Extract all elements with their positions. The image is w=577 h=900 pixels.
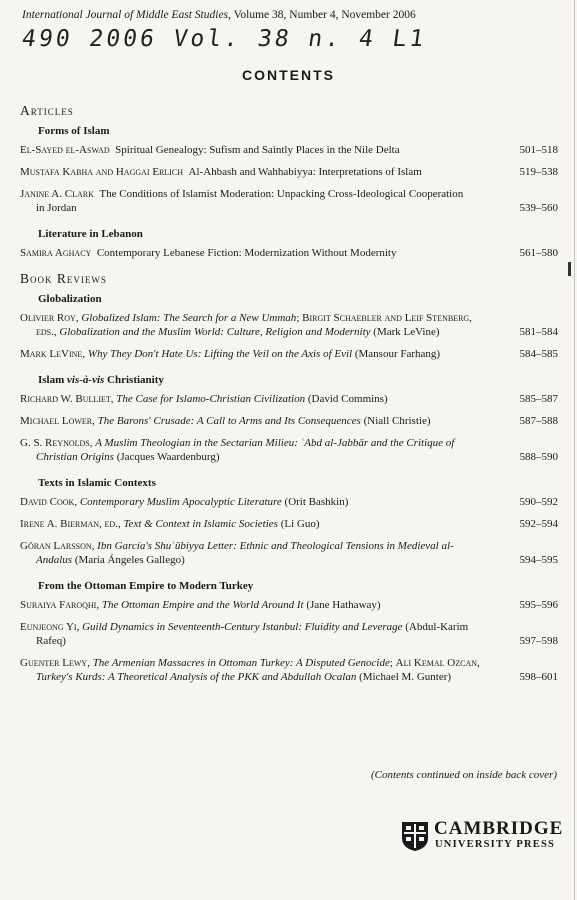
table-of-contents bbox=[20, 104, 560, 692]
reviewer: (Mark LeVine) bbox=[370, 326, 440, 338]
entry-pages: 590–592 bbox=[519, 496, 558, 508]
reviewer: (Niall Christie) bbox=[360, 415, 431, 427]
subsection-heading: Globalization bbox=[38, 293, 102, 305]
review-entry[interactable] bbox=[20, 539, 560, 567]
book-title: Why They Don't Hate Us: Lifting the Veil on the Axis of Evil bbox=[87, 348, 353, 360]
publisher-logo bbox=[400, 818, 564, 852]
handwritten-note: 490 2006 Vol. 38 n. 4 L1 bbox=[20, 26, 429, 52]
toc-entry[interactable] bbox=[20, 165, 560, 179]
review-author: Michael Lower bbox=[20, 415, 93, 427]
entry-author: El-Sayed el-Aswad bbox=[20, 144, 110, 156]
book-title: The Armenian Massacres in Ottoman Turkey: A Disputed Genocide bbox=[92, 657, 390, 669]
publisher-name: CAMBRIDGE bbox=[434, 818, 564, 839]
review-author: Suraiya Faroqhi bbox=[20, 599, 97, 611]
reviewer: (Michael M. Gunter) bbox=[356, 671, 452, 683]
toc-entry[interactable] bbox=[20, 187, 560, 215]
subsection-heading-text: Islam bbox=[38, 374, 68, 386]
separator: , bbox=[87, 657, 93, 669]
entry-title: Al-Ahbash and Wahhabiyya: Interpretations of Islam bbox=[188, 166, 422, 178]
entry-title-continued: in Jordan bbox=[36, 202, 77, 214]
book-title: Globalized Islam: The Search for a New Ummah bbox=[81, 312, 297, 324]
separator: , bbox=[117, 518, 124, 530]
review-author: Olivier Roy bbox=[20, 312, 76, 324]
reviewer: (Li Guo) bbox=[277, 518, 320, 530]
crest-icon bbox=[400, 820, 430, 852]
journal-issue: , Volume 38, Number 4, November 2006 bbox=[228, 9, 416, 21]
separator: , bbox=[82, 348, 88, 360]
review-entry[interactable] bbox=[20, 517, 560, 531]
reviewer: (Jacques Waardenburg) bbox=[113, 451, 220, 463]
separator: , bbox=[477, 657, 480, 669]
review-entry[interactable] bbox=[20, 414, 560, 428]
book-title: Ibn García's Shuʿūbiyya Letter: Ethnic and Theological Tensions in Medieval al-Andalus bbox=[36, 540, 454, 566]
entry-pages: 501–518 bbox=[519, 144, 558, 156]
entry-pages: 595–596 bbox=[519, 599, 558, 611]
entry-title: Contemporary Lebanese Fiction: Modernization Without Modernity bbox=[96, 247, 397, 259]
review-author: Ali Kemal Ozcan bbox=[395, 657, 477, 669]
journal-citation bbox=[22, 9, 416, 21]
entry-pages: 594–595 bbox=[519, 554, 558, 566]
entry-author: Mustafa Kabha and Haggai Erlich bbox=[20, 166, 184, 178]
section-heading-articles: Articles bbox=[20, 103, 74, 118]
entry-pages: 597–598 bbox=[519, 635, 558, 647]
book-title: A Muslim Theologian in the Sectarian Milieu: ʿAbd al-Jabbār and the Critique of Christian Origins bbox=[36, 437, 455, 463]
book-title: Guild Dynamics in Seventeenth-Century Istanbul: Fluidity and Leverage bbox=[82, 621, 403, 633]
entry-pages: 581–584 bbox=[519, 326, 558, 338]
review-entry[interactable] bbox=[20, 392, 560, 406]
reviewer: (Jane Hathaway) bbox=[303, 599, 381, 611]
review-entry[interactable] bbox=[20, 598, 560, 612]
review-author: Mark LeVine bbox=[20, 348, 83, 360]
review-entry[interactable] bbox=[20, 495, 560, 509]
page-title: CONTENTS bbox=[242, 67, 335, 83]
review-author: Göran Larsson bbox=[20, 540, 92, 552]
separator: , bbox=[53, 326, 60, 338]
book-title: Text & Context in Islamic Societies bbox=[123, 518, 278, 530]
review-author: Richard W. Bulliet bbox=[20, 393, 111, 405]
book-title: The Ottoman Empire and the World Around It bbox=[101, 599, 304, 611]
review-author: David Cook bbox=[20, 496, 75, 508]
subsection-heading-italic: vis-à-vis bbox=[67, 374, 105, 386]
toc-entry[interactable] bbox=[20, 246, 560, 260]
reviewer: (Mansour Farhang) bbox=[352, 348, 441, 360]
toc-entry[interactable] bbox=[20, 143, 560, 157]
entry-pages: 588–590 bbox=[519, 451, 558, 463]
subsection-heading-text: Christianity bbox=[104, 374, 164, 386]
reviewer: (Orit Bashkin) bbox=[281, 496, 349, 508]
entry-pages: 584–585 bbox=[519, 348, 558, 360]
entry-pages: 561–580 bbox=[519, 247, 558, 259]
subsection-heading: Forms of Islam bbox=[38, 125, 110, 137]
review-entry[interactable] bbox=[20, 656, 560, 684]
separator: , bbox=[91, 540, 98, 552]
reviewer: (Abdul-Karim Rafeq) bbox=[36, 621, 469, 647]
separator: ; bbox=[389, 657, 396, 669]
entry-title: Spiritual Genealogy: Sufism and Saintly Places in the Nile Delta bbox=[115, 144, 400, 156]
review-entry[interactable] bbox=[20, 347, 560, 361]
separator: , bbox=[89, 437, 96, 449]
separator: , bbox=[76, 621, 83, 633]
entry-pages: 598–601 bbox=[519, 671, 558, 683]
book-title: Contemporary Muslim Apocalyptic Literature bbox=[79, 496, 282, 508]
book-title: The Barons' Crusade: A Call to Arms and Its Consequences bbox=[97, 415, 361, 427]
subsection-heading: Texts in Islamic Contexts bbox=[38, 477, 156, 489]
subsection-heading bbox=[38, 373, 560, 387]
entry-pages: 585–587 bbox=[519, 393, 558, 405]
subsection-heading: From the Ottoman Empire to Modern Turkey bbox=[38, 580, 254, 592]
review-entry[interactable] bbox=[20, 436, 560, 464]
continued-note: (Contents continued on inside back cover) bbox=[370, 769, 557, 781]
separator: , bbox=[110, 393, 117, 405]
subsection-heading: Literature in Lebanon bbox=[38, 228, 143, 240]
separator: , bbox=[75, 312, 82, 324]
review-entry[interactable] bbox=[20, 311, 560, 339]
publisher-subtitle: UNIVERSITY PRESS bbox=[435, 839, 556, 850]
page-edge bbox=[574, 0, 575, 900]
entry-pages: 519–538 bbox=[519, 166, 558, 178]
separator: , bbox=[96, 599, 102, 611]
review-author: Irene A. Bierman, ed. bbox=[20, 518, 118, 530]
margin-mark bbox=[568, 262, 571, 276]
book-title: Globalization and the Muslim World: Culture, Religion and Modernity bbox=[59, 326, 371, 338]
section-heading-book-reviews: Book Reviews bbox=[20, 271, 107, 286]
book-title: The Case for Islamo-Christian Civilization bbox=[116, 393, 306, 405]
separator: , bbox=[92, 415, 98, 427]
journal-title: International Journal of Middle East Studies bbox=[22, 9, 229, 21]
entry-pages: 592–594 bbox=[519, 518, 558, 530]
entry-pages: 539–560 bbox=[519, 202, 558, 214]
book-title: Turkey's Kurds: A Theoretical Analysis of the PKK and Abdullah Ocalan bbox=[36, 671, 357, 683]
reviewer: (María Ángeles Gallego) bbox=[72, 554, 185, 566]
entry-title: The Conditions of Islamist Moderation: Unpacking Cross-Ideological Cooperation bbox=[99, 188, 464, 200]
entry-author: Janine A. Clark bbox=[20, 188, 94, 200]
review-author: Guenter Lewy bbox=[20, 657, 88, 669]
review-entry[interactable] bbox=[20, 620, 560, 648]
reviewer: (David Commins) bbox=[305, 393, 388, 405]
review-author: Eunjeong Yi bbox=[20, 621, 77, 633]
review-author: Birgit Schaebler and Leif Stenberg, eds. bbox=[36, 312, 472, 338]
entry-author: Samira Aghacy bbox=[20, 247, 92, 259]
separator: , bbox=[74, 496, 80, 508]
entry-pages: 587–588 bbox=[519, 415, 558, 427]
review-author: G. S. Reynolds bbox=[20, 437, 90, 449]
separator: ; bbox=[296, 312, 303, 324]
